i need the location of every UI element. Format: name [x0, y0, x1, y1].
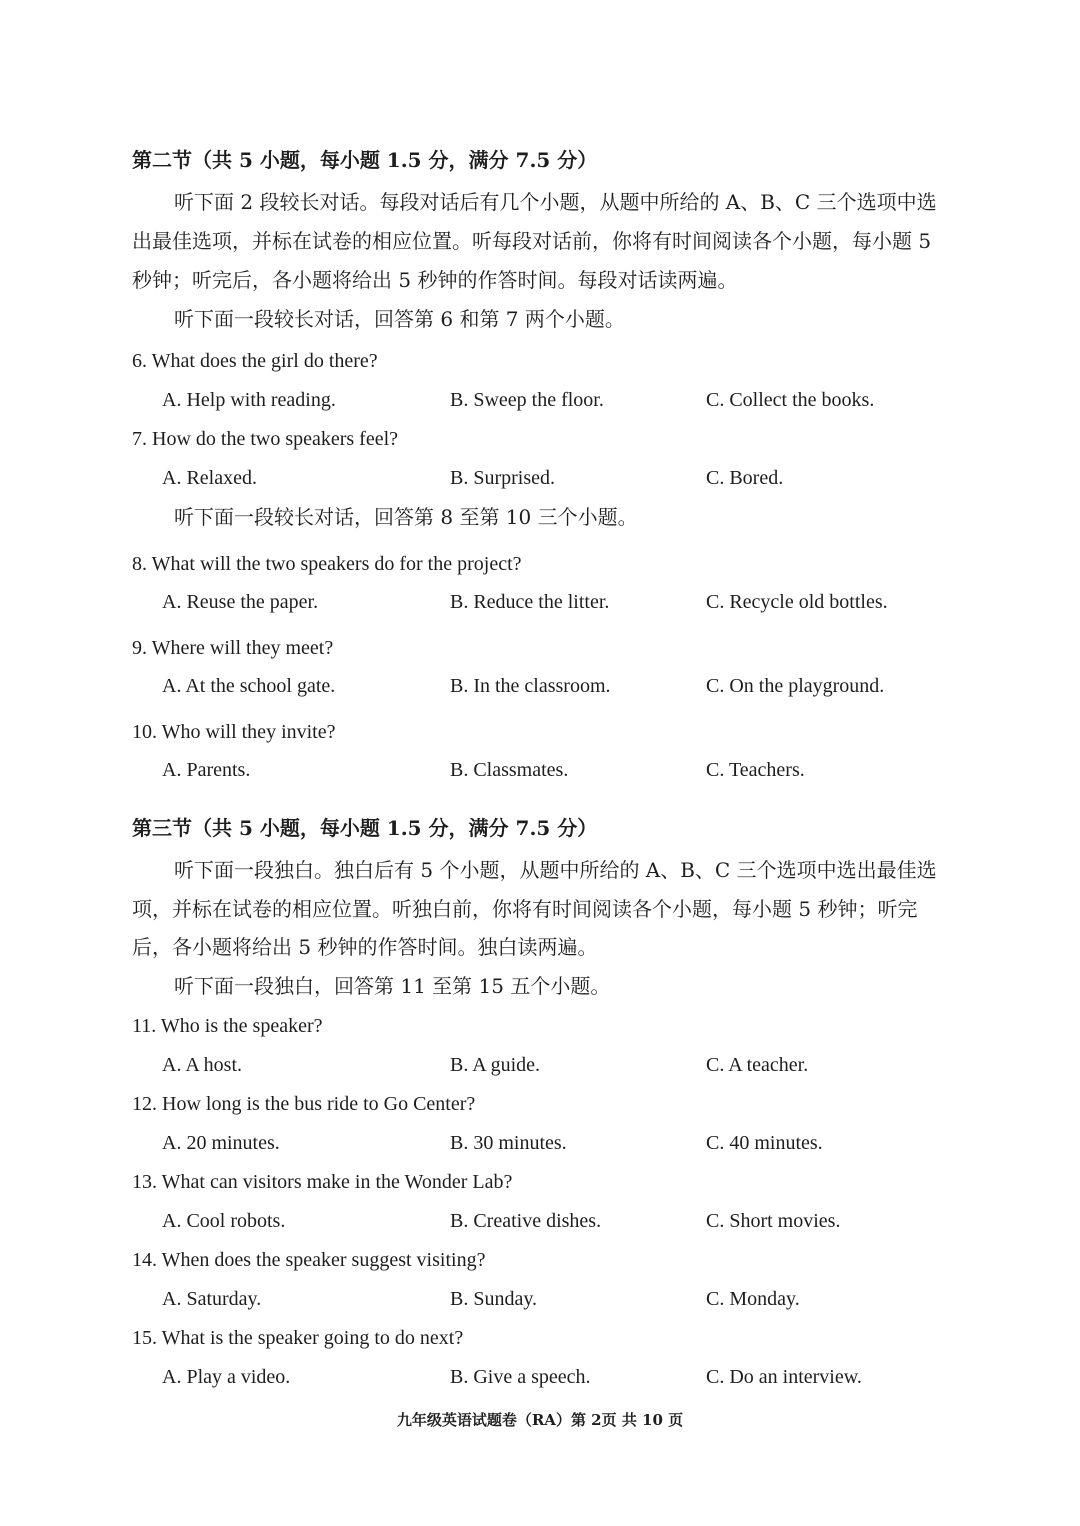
- question-11-option-b: B. A guide.: [450, 1054, 541, 1076]
- section2-instruction-line1: 听下面 2 段较长对话。每段对话后有几个小题，从题中所给的 A、B、C 三个选项中选: [174, 190, 937, 214]
- question-8-option-c: C. Recycle old bottles.: [706, 591, 888, 613]
- question-8-option-a: A. Reuse the paper.: [162, 591, 319, 613]
- question-14-option-b: B. Sunday.: [450, 1288, 538, 1310]
- section3-heading: 第三节（共 5 小题，每小题 1.5 分，满分 7.5 分）: [132, 816, 598, 840]
- question-10-option-a: A. Parents.: [162, 759, 251, 781]
- page-footer: 九年级英语试题卷（RA）第 2页 共 10 页: [396, 1411, 684, 1429]
- question-15-option-a: A. Play a video.: [162, 1366, 291, 1388]
- question-12-option-c: C. 40 minutes.: [706, 1132, 823, 1154]
- dialog2-intro: 听下面一段较长对话，回答第 8 至第 10 三个小题。: [174, 505, 638, 529]
- section2-instruction-line2: 出最佳选项，并标在试卷的相应位置。听每段对话前，你将有时间阅读各个小题，每小题 5: [132, 229, 932, 253]
- section2-heading: 第二节（共 5 小题，每小题 1.5 分，满分 7.5 分）: [132, 148, 598, 172]
- question-11-option-c: C. A teacher.: [706, 1054, 809, 1076]
- section3-instruction-line2: 项，并标在试卷的相应位置。听独白前，你将有时间阅读各个小题，每小题 5 秒钟；听完: [132, 897, 918, 921]
- question-10-option-c: C. Teachers.: [706, 759, 805, 781]
- question-7: 7. How do the two speakers feel?: [132, 428, 399, 450]
- question-8: 8. What will the two speakers do for the project?: [132, 553, 522, 575]
- question-9-option-b: B. In the classroom.: [450, 675, 611, 697]
- question-12-option-b: B. 30 minutes.: [450, 1132, 567, 1154]
- section3-instruction-line3: 后，各小题将给出 5 秒钟的作答时间。独白读两遍。: [132, 935, 598, 959]
- question-12-option-a: A. 20 minutes.: [162, 1132, 280, 1154]
- question-13-option-c: C. Short movies.: [706, 1210, 841, 1232]
- question-15-option-c: C. Do an interview.: [706, 1366, 862, 1388]
- question-12: 12. How long is the bus ride to Go Center?: [132, 1093, 476, 1115]
- question-6-option-b: B. Sweep the floor.: [450, 389, 604, 411]
- question-14-option-a: A. Saturday.: [162, 1288, 262, 1310]
- question-13-option-b: B. Creative dishes.: [450, 1210, 602, 1232]
- dialog1-intro: 听下面一段较长对话，回答第 6 和第 7 两个小题。: [174, 307, 625, 331]
- section2-instruction-line3: 秒钟；听完后，各小题将给出 5 秒钟的作答时间。每段对话读两遍。: [132, 268, 738, 292]
- question-6: 6. What does the girl do there?: [132, 350, 378, 372]
- question-9: 9. Where will they meet?: [132, 637, 334, 659]
- question-7-option-b: B. Surprised.: [450, 467, 555, 489]
- question-6-option-a: A. Help with reading.: [162, 389, 336, 411]
- question-6-option-c: C. Collect the books.: [706, 389, 875, 411]
- question-11: 11. Who is the speaker?: [132, 1015, 323, 1037]
- monologue-intro: 听下面一段独白，回答第 11 至第 15 五个小题。: [174, 974, 611, 998]
- question-9-option-a: A. At the school gate.: [162, 675, 336, 697]
- section3-instruction-line1: 听下面一段独白。独白后有 5 个小题，从题中所给的 A、B、C 三个选项中选出最佳选: [174, 858, 937, 882]
- question-11-option-a: A. A host.: [162, 1054, 243, 1076]
- question-7-option-a: A. Relaxed.: [162, 467, 257, 489]
- question-8-option-b: B. Reduce the litter.: [450, 591, 610, 613]
- question-13-option-a: A. Cool robots.: [162, 1210, 286, 1232]
- question-10: 10. Who will they invite?: [132, 721, 336, 743]
- question-9-option-c: C. On the playground.: [706, 675, 885, 697]
- question-10-option-b: B. Classmates.: [450, 759, 569, 781]
- question-14-option-c: C. Monday.: [706, 1288, 800, 1310]
- question-13: 13. What can visitors make in the Wonder Lab?: [132, 1171, 513, 1193]
- question-7-option-c: C. Bored.: [706, 467, 784, 489]
- question-15: 15. What is the speaker going to do next?: [132, 1327, 464, 1349]
- question-14: 14. When does the speaker suggest visiting?: [132, 1249, 486, 1271]
- question-15-option-b: B. Give a speech.: [450, 1366, 591, 1388]
